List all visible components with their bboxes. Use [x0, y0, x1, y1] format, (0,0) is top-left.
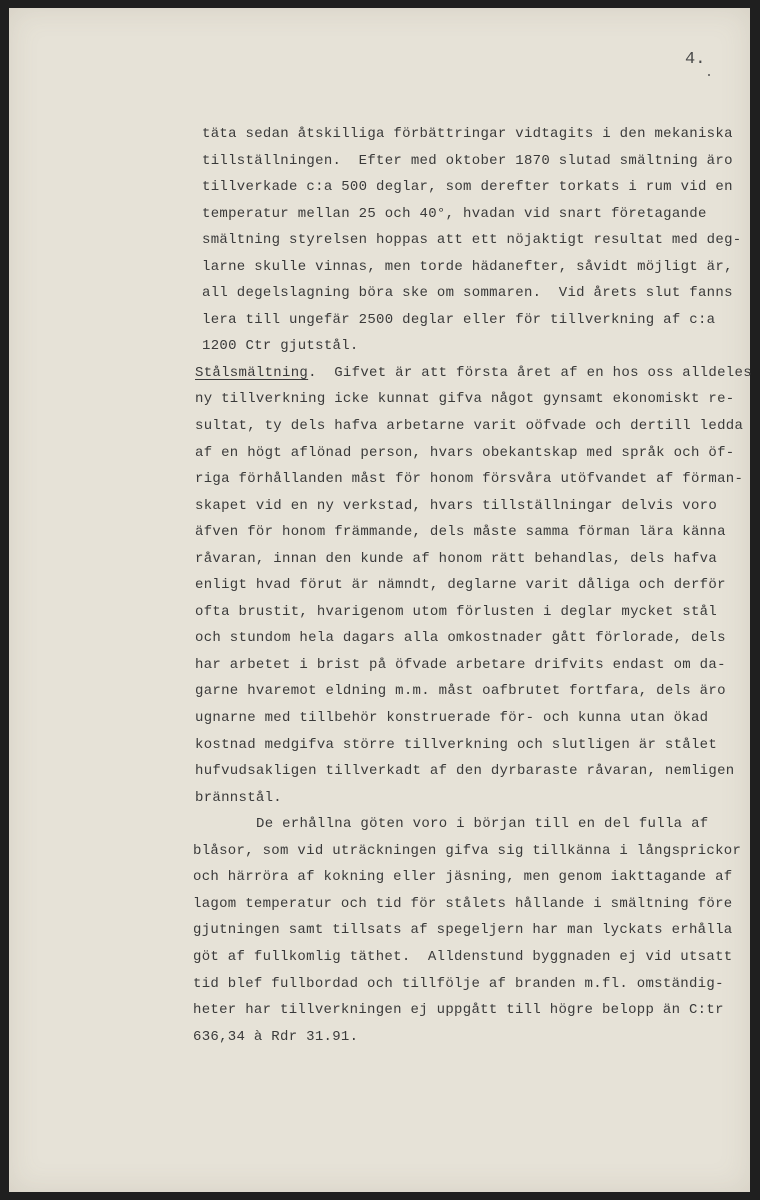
text-line: 1200 Ctr gjutstål. — [202, 338, 359, 355]
text-line: äfven för honom främmande, dels måste samma förman lära känna — [195, 524, 726, 541]
text-line: heter har tillverkningen ej uppgått till högre belopp än C:tr — [193, 1002, 724, 1019]
text-line: tillverkade c:a 500 deglar, som derefter torkats i rum vid en — [202, 179, 733, 196]
text-line: tillställningen. Efter med oktober 1870 slutad smältning äro — [202, 152, 733, 169]
text-line: larne skulle vinnas, men torde hädanefter, såvidt möjligt är, — [202, 258, 733, 275]
text-line: kostnad medgifva större tillverkning och slutligen är stålet — [195, 736, 718, 753]
section-heading: Stålsmältning — [195, 364, 309, 381]
text-line: af en högt aflönad person, hvars obekantskap med språk och öf- — [195, 444, 735, 461]
text-line: ny tillverkning icke kunnat gifva något gynsamt ekonomiskt re- — [195, 391, 735, 408]
text-line: hufvudsakligen tillverkadt af den dyrbaraste råvaran, nemligen — [195, 763, 735, 780]
text-line: och härröra af kokning eller jäsning, men genom iakttagande af — [193, 869, 733, 886]
text-line: täta sedan åtskilliga förbättringar vidtagits i den mekaniska — [202, 126, 733, 142]
text-line: råvaran, innan den kunde af honom rätt behandlas, dels hafva — [195, 550, 718, 567]
text-line: riga förhållanden måst för honom försvåra utöfvandet af förman- — [195, 471, 744, 488]
text-line: lera till ungefär 2500 deglar eller för tillverkning af c:a — [202, 311, 716, 328]
ink-speck — [708, 74, 710, 76]
text-line: blåsor, som vid uträckningen gifva sig tillkänna i långsprickor — [193, 842, 742, 859]
document-body — [193, 121, 752, 1050]
text-line: och stundom hela dagars alla omkostnader gått förlorade, dels — [195, 630, 726, 647]
text-line: ugnarne med tillbehör konstruerade för- och kunna utan ökad — [195, 710, 709, 727]
paragraph-2 — [193, 360, 752, 811]
text-line: har arbetet i brist på öfvade arbetare drifvits endast om da- — [195, 656, 726, 673]
paragraph-1 — [193, 121, 748, 360]
text-line: all degelslagning böra ske om sommaren. Vid årets slut fanns — [202, 285, 733, 302]
paragraph-3 — [193, 811, 748, 1050]
text-line: göt af fullkomlig täthet. Alldenstund byggnaden ej vid utsatt — [193, 948, 733, 965]
text-line: garne hvaremot eldning m.m. måst oafbrutet fortfara, dels äro — [195, 683, 726, 700]
text-line: 636,34 à Rdr 31.91. — [193, 1028, 359, 1045]
text-line-rest: . Gifvet är att första året af en hos oss alldeles — [308, 364, 752, 381]
text-line: tid blef fullbordad och tillfölje af branden m.fl. omständig- — [193, 975, 724, 992]
text-line: temperatur mellan 25 och 40°, hvadan vid snart företagande — [202, 205, 707, 222]
text-line: smältning styrelsen hoppas att ett nöjaktigt resultat med deg- — [202, 232, 742, 249]
text-line: lagom temperatur och tid för stålets hållande i smältning före — [193, 895, 733, 912]
text-line: De erhållna göten voro i början till en del fulla af — [256, 816, 709, 833]
text-line — [195, 360, 752, 387]
text-line: brännstål. — [195, 789, 283, 806]
text-line: gjutningen samt tillsats af spegeljern har man lyckats erhålla — [193, 922, 733, 939]
text-line: sultat, ty dels hafva arbetarne varit oöfvade och dertill ledda — [195, 418, 744, 435]
page-number: 4. — [685, 50, 706, 69]
text-line: enligt hvad förut är nämndt, deglarne varit dåliga och derför — [195, 577, 726, 594]
text-line: ofta brustit, hvarigenom utom förlusten i deglar mycket stål — [195, 603, 718, 620]
text-line: skapet vid en ny verkstad, hvars tillställningar delvis voro — [195, 497, 718, 514]
document-page — [9, 8, 750, 1192]
